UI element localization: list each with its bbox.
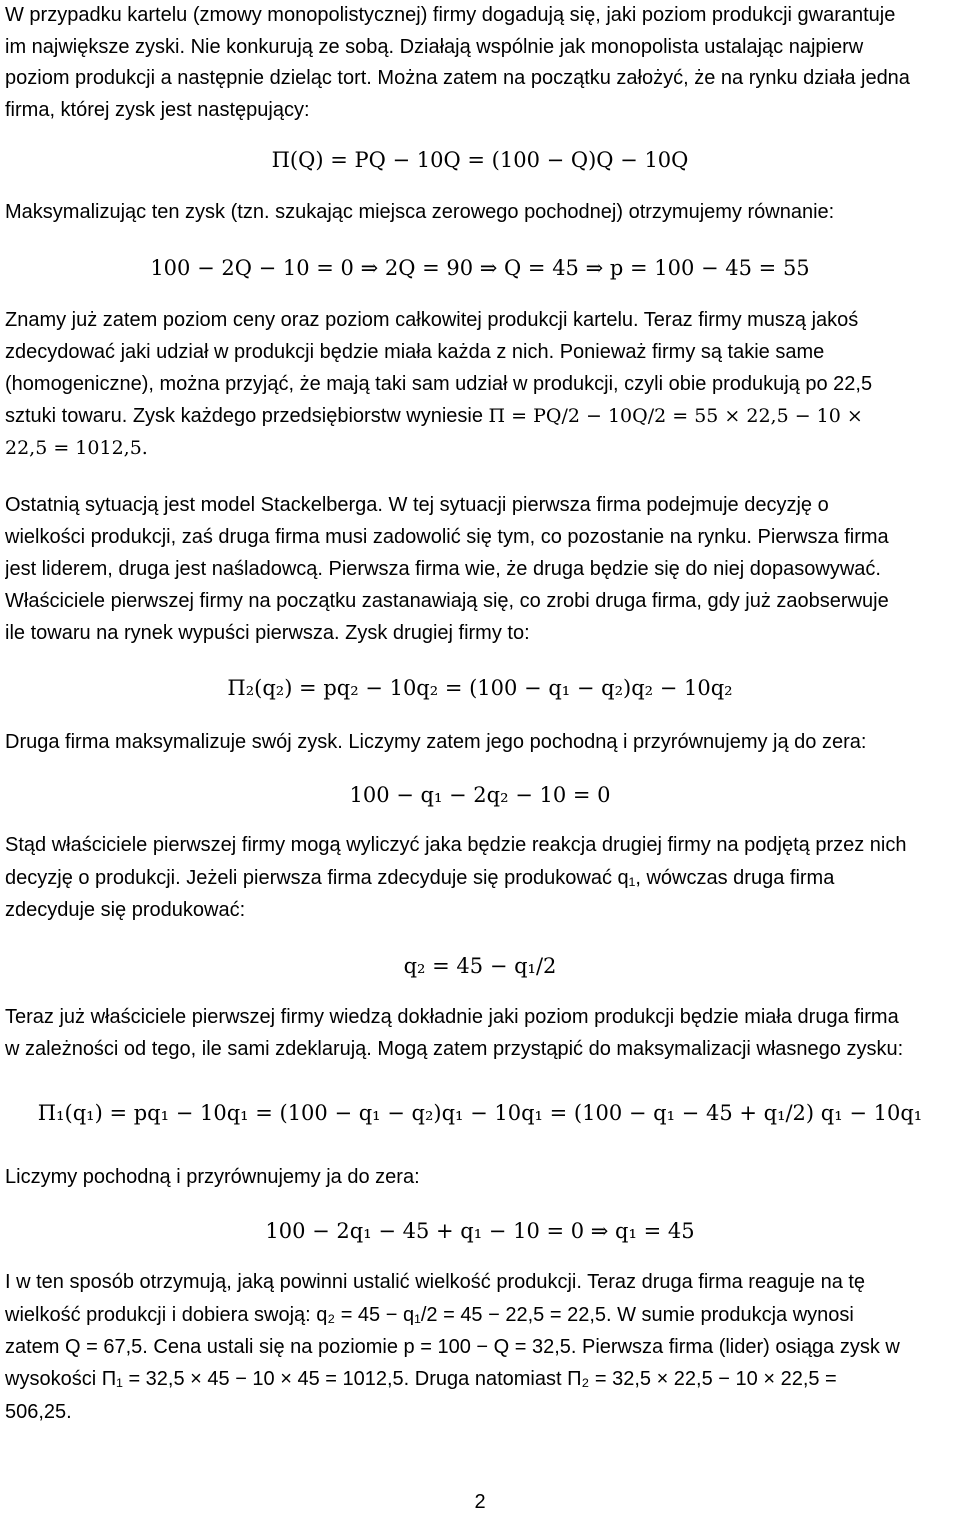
text-line: im największe zyski. Nie konkurują ze sobą. Działają wspólnie jak monopolista ustalając najpierw (5, 36, 864, 58)
inline-math: Π = PQ/2 − 10Q/2 = 55 × 22,5 − 10 × (488, 405, 863, 427)
equation-cartel-foc: 100 − 2Q − 10 = 0 ⇒ 2Q = 90 ⇒ Q = 45 ⇒ p = 100 − 45 = 55 (150, 256, 810, 280)
text-line: wielkości produkcji, zaś druga firma musi zadowolić się tym, co pozostanie na rynku. Pierwsza firma (5, 526, 889, 548)
text-line: Znamy już zatem poziom ceny oraz poziom całkowitej produkcji kartelu. Teraz firmy muszą jakoś (5, 309, 859, 331)
text-line: w zależności od tego, ile sami zdeklarują. Mogą zatem przystąpić do maksymalizacji własnego zysku: (5, 1038, 904, 1060)
text-line: jest liderem, druga jest naśladowcą. Pierwsza firma wie, że druga będzie się do niej dopasowywać. (5, 558, 881, 580)
text-line: wielkość produkcji i dobiera swoją: q₂ = 45 − q₁/2 = 45 − 22,5 = 22,5. W sumie produkcja wynosi (5, 1304, 854, 1326)
equation-leader-foc: 100 − 2q₁ − 45 + q₁ − 10 = 0 ⇒ q₁ = 45 (265, 1219, 695, 1243)
text-line: wysokości Π₁ = 32,5 × 45 − 10 × 45 = 1012,5. Druga natomiast Π₂ = 32,5 × 22,5 − 10 × 22,5 = (5, 1368, 837, 1390)
page-number: 2 (474, 1491, 486, 1513)
equation-cartel-profit: Π(Q) = PQ − 10Q = (100 − Q)Q − 10Q (271, 148, 689, 172)
text-line: poziom produkcji a następnie dzieląc tort. Można zatem na początku założyć, że na rynku działa jedna (5, 67, 910, 89)
text-line: zdecyduje się produkować: (5, 899, 246, 921)
text-line: Ostatnią sytuacją jest model Stackelberga. W tej sytuacji pierwsza firma podejmuje decyzję o (5, 494, 829, 516)
equation-follower-foc: 100 − q₁ − 2q₂ − 10 = 0 (349, 783, 611, 807)
text-line: I w ten sposób otrzymują, jaką powinni ustalić wielkość produkcji. Teraz druga firma reaguje na tę (5, 1271, 866, 1293)
text-fragment: sztuki towaru. Zysk każdego przedsiębiorstw wyniesie (5, 405, 489, 427)
text-line: Stąd właściciele pierwszej firmy mogą wyliczyć jaka będzie reakcja drugiej firmy na podjętą przez nich (5, 834, 907, 856)
text-line (5, 401, 960, 431)
inline-math: 22,5 = 1012,5. (5, 437, 148, 459)
text-line: zatem Q = 67,5. Cena ustali się na poziomie p = 100 − Q = 32,5. Pierwsza firma (lider) osiąga zysk w (5, 1336, 900, 1358)
text-line: firma, której zysk jest następujący: (5, 99, 310, 121)
text-line: Właściciele pierwszej firmy na początku zastanawiają się, co zrobi druga firma, gdy już zaobserwuje (5, 590, 889, 612)
text-line: Druga firma maksymalizuje swój zysk. Liczymy zatem jego pochodną i przyrównujemy ją do zera: (5, 731, 867, 753)
equation-follower-profit: Π₂(q₂) = pq₂ − 10q₂ = (100 − q₁ − q₂)q₂ − 10q₂ (227, 676, 733, 700)
equation-reaction-function: q₂ = 45 − q₁/2 (403, 954, 557, 978)
text-line: Teraz już właściciele pierwszej firmy wiedzą dokładnie jaki poziom produkcji będzie miała druga firma (5, 1006, 899, 1028)
text-line: ile towaru na rynek wypuści pierwsza. Zysk drugiej firmy to: (5, 622, 530, 644)
text-line: (homogeniczne), można przyjąć, że mają taki sam udział w produkcji, czyli obie produkują po 22,5 (5, 373, 873, 395)
text-line (5, 433, 960, 463)
text-line: Maksymalizując ten zysk (tzn. szukając miejsca zerowego pochodnej) otrzymujemy równanie: (5, 201, 835, 223)
text-line: zdecydować jaki udział w produkcji będzie miała każda z nich. Ponieważ firmy są takie same (5, 341, 825, 363)
text-line: 506,25. (5, 1401, 72, 1423)
text-line: Liczymy pochodną i przyrównujemy ja do zera: (5, 1166, 420, 1188)
text-line: W przypadku kartelu (zmowy monopolistycznej) firmy dogadują się, jaki poziom produkcji gwarantuje (5, 4, 896, 26)
text-line: decyzję o produkcji. Jeżeli pierwsza firma zdecyduje się produkować q₁, wówczas druga firma (5, 867, 835, 889)
equation-leader-profit: Π₁(q₁) = pq₁ − 10q₁ = (100 − q₁ − q₂)q₁ − 10q₁ = (100 − q₁ − 45 + q₁/2) q₁ − 10q₁ (37, 1101, 923, 1125)
